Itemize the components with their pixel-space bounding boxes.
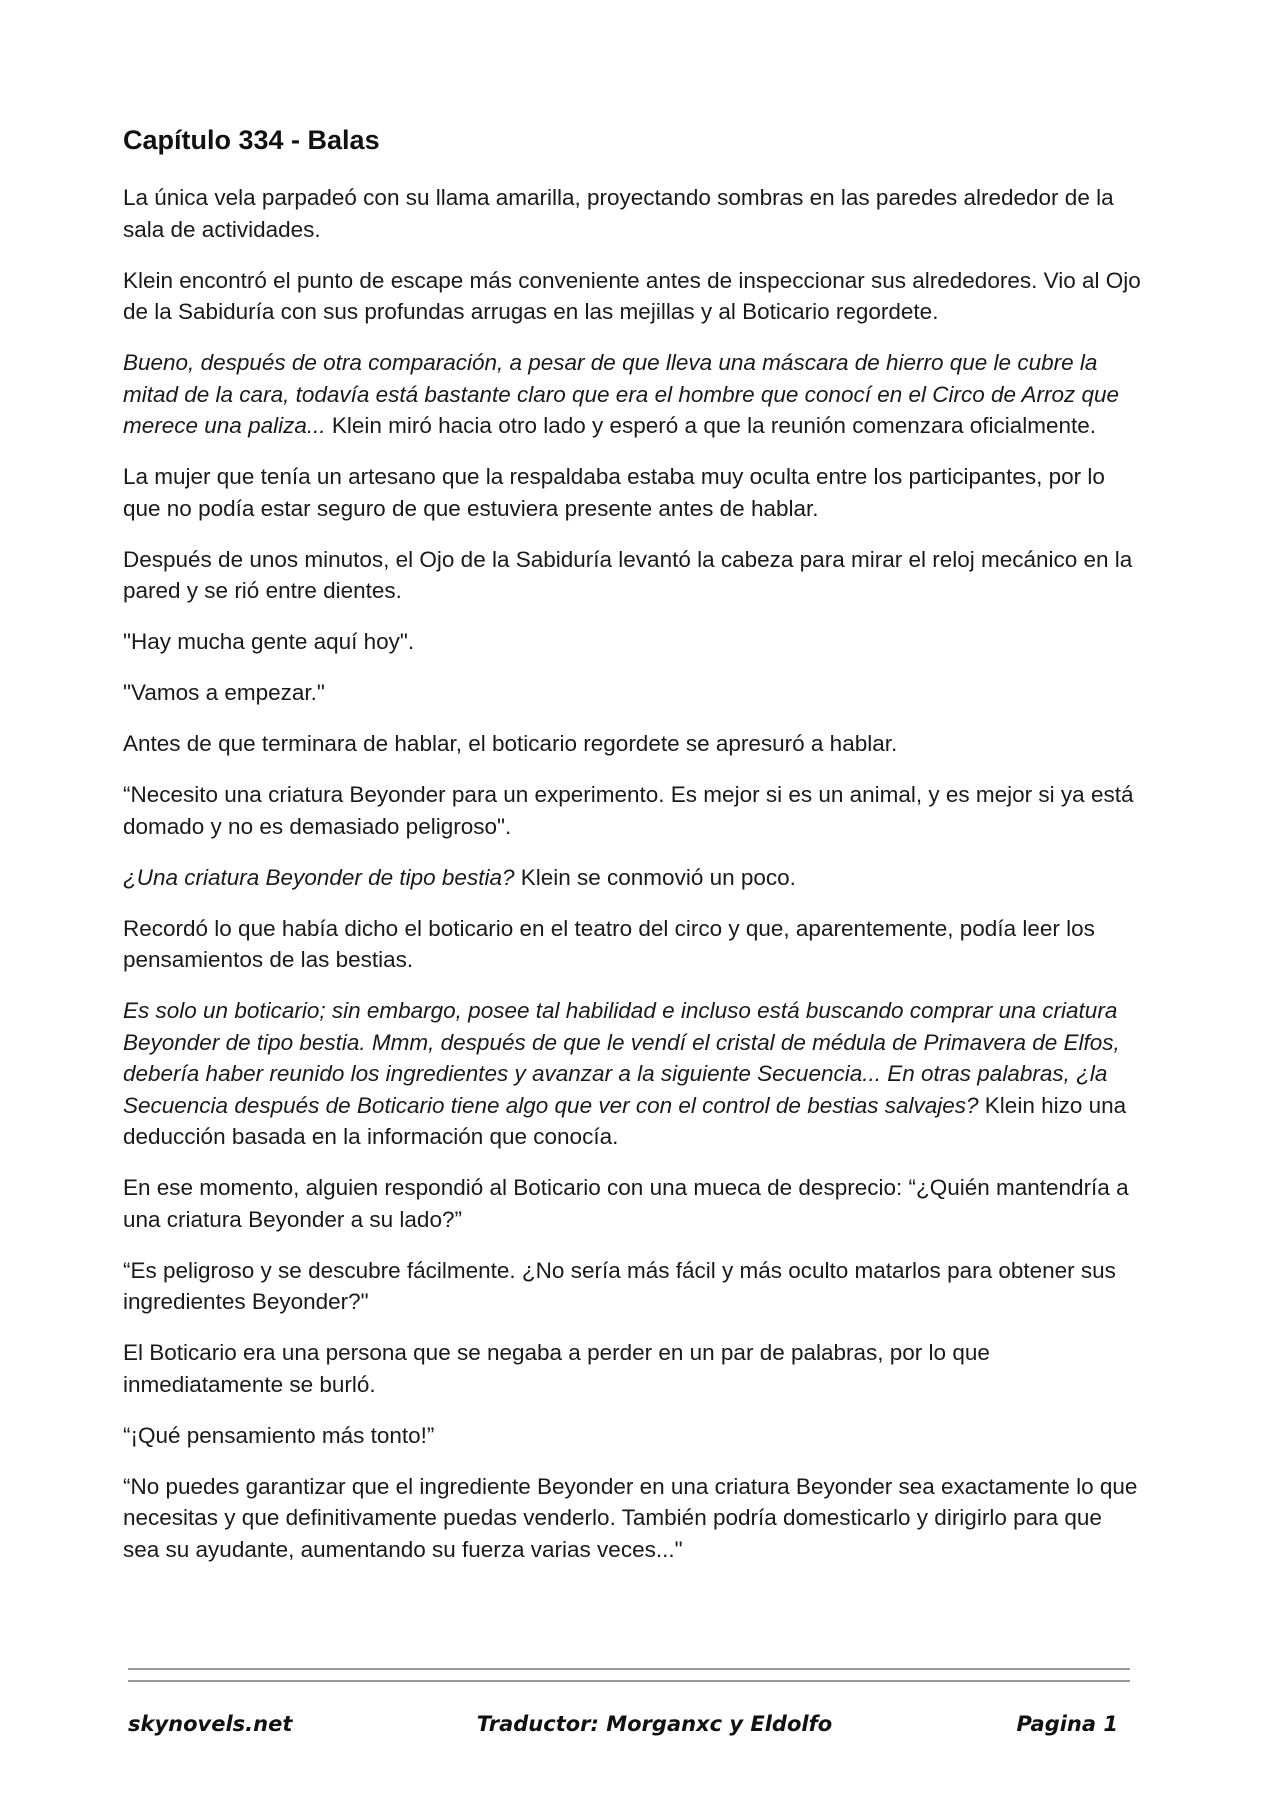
footer-site: skynovels.net [128,1712,293,1736]
paragraph-text: El Boticario era una persona que se negaba a perder en un par de palabras, por lo que inmediatamente se burló. [123,1340,990,1397]
footer-translator: Traductor: Morganxc y Eldolfo [476,1712,833,1736]
paragraph [123,461,1143,524]
paragraph-text: Klein encontró el punto de escape más conveniente antes de inspeccionar sus alrededores. Vio al Ojo de la Sabiduría con sus profundas arrugas en las mejillas y al Boticario regordete. [123,267,1141,324]
paragraph [123,677,1143,709]
page-content [123,118,1143,1585]
footer-divider-line-top [128,1668,1130,1670]
footer-divider [128,1668,1130,1692]
footer-page-number: Pagina 1 [1016,1712,1118,1736]
paragraph [123,995,1143,1153]
page-footer [128,1712,1118,1736]
paragraph-text: En ese momento, alguien respondió al Boticario con una mueca de desprecio: “¿Quién mantendría a una criatura Beyonder a su lado?” [123,1175,1129,1232]
paragraph [123,182,1143,245]
paragraph-text: La única vela parpadeó con su llama amarilla, proyectando sombras en las paredes alrededor de la sala de actividades. [123,185,1114,242]
paragraph-text: “Necesito una criatura Beyonder para un experimento. Es mejor si es un animal, y es mejor si ya está domado y no es demasiado peligroso". [123,782,1134,839]
paragraph-italic-text: Es solo un boticario; sin embargo, posee tal habilidad e incluso está buscando comprar una criatura Beyonder de tipo bestia. Mmm, después de que le vendí el cristal de médula de Primavera de Elfos, debería haber reunido los ingredientes y avanzar a la siguiente Secuencia... En otras palabras, ¿la Secuencia después de Boticario tiene algo que ver con el control de bestias salvajes? [123,998,1120,1118]
paragraph-text: "Hay mucha gente aquí hoy". [123,629,415,654]
paragraph-text: Antes de que terminara de hablar, el boticario regordete se apresuró a hablar. [123,731,898,756]
paragraph-text: La mujer que tenía un artesano que la respaldaba estaba muy oculta entre los participantes, por lo que no podía estar seguro de que estuviera presente antes de hablar. [123,464,1105,521]
paragraph-italic-text: ¿Una criatura Beyonder de tipo bestia? [123,864,515,890]
paragraph [123,1172,1143,1235]
paragraph-text: Klein se conmovió un poco. [514,864,796,890]
body-text [123,182,1143,1565]
paragraph-text: Recordó lo que había dicho el boticario en el teatro del circo y que, aparentemente, podía leer los pensamientos de las bestias. [123,915,1095,972]
paragraph [123,779,1143,842]
paragraph-italic-text: Bueno, después de otra comparación, a pesar de que lleva una máscara de hierro que le cubre la mitad de la cara, todavía está bastante claro que era el hombre que conocí en el Circo de Arroz que merece una paliza... [123,350,1119,438]
paragraph [123,1420,1143,1452]
paragraph-text: Klein hizo una deducción basada en la información que conocía. [123,1092,1127,1149]
paragraph [123,265,1143,328]
paragraph [123,347,1143,442]
footer-divider-line-bottom [128,1680,1130,1682]
paragraph-text: “¡Qué pensamiento más tonto!” [123,1422,435,1448]
paragraph [123,1471,1143,1566]
paragraph-text: "Vamos a empezar." [123,680,325,705]
paragraph [123,626,1143,658]
paragraph [123,862,1143,894]
paragraph-text: “No puedes garantizar que el ingrediente Beyonder en una criatura Beyonder sea exactamente lo que necesitas y que definitivamente puedas venderlo. También podría domesticarlo y dirigirlo para que sea su ayudante, aumentando su fuerza varias veces..." [123,1473,1138,1562]
paragraph-text: Después de unos minutos, el Ojo de la Sabiduría levantó la cabeza para mirar el reloj mecánico en la pared y se rió entre dientes. [123,546,1133,603]
paragraph-text: Klein miró hacia otro lado y esperó a que la reunión comenzara oficialmente. [325,413,1097,438]
paragraph [123,1337,1143,1400]
paragraph [123,544,1143,607]
paragraph-text: “Es peligroso y se descubre fácilmente. ¿No sería más fácil y más oculto matarlos para obtener sus ingredientes Beyonder?" [123,1257,1116,1314]
chapter-title: Capítulo 334 - Balas [123,125,380,155]
paragraph [123,728,1143,760]
paragraph [123,1255,1143,1318]
paragraph [123,913,1143,976]
